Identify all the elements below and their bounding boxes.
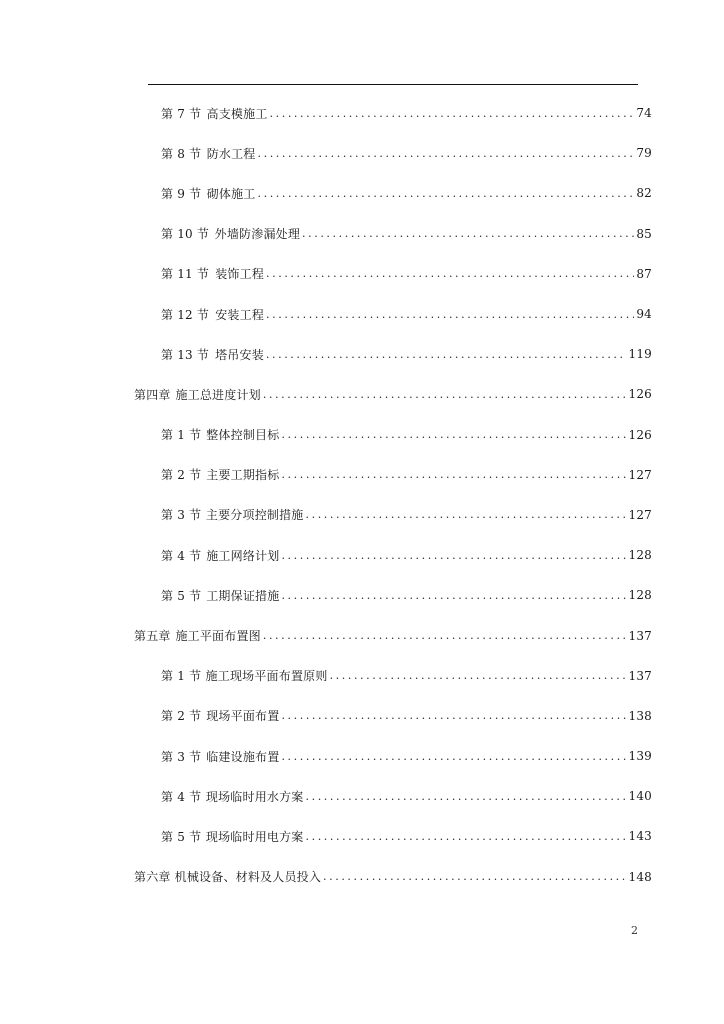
toc-chapter-entry[interactable] xyxy=(0,615,724,655)
toc-entry-title: 施工现场平面布置原则 xyxy=(205,669,328,684)
toc-section-entry[interactable] xyxy=(0,415,724,455)
toc-entry-page: 126 xyxy=(628,387,652,402)
toc-dot-leader xyxy=(281,428,626,441)
toc-entry-page: 138 xyxy=(628,708,652,723)
toc-dot-leader xyxy=(281,549,626,562)
toc-dot-leader xyxy=(263,388,627,401)
toc-entry-title: 安装工程 xyxy=(215,307,265,322)
toc-entry-title: 主要分项控制措施 xyxy=(205,508,304,523)
toc-entry-number: 第 1 节 xyxy=(161,428,202,443)
toc-entry-page: 94 xyxy=(636,307,652,322)
toc-entry-line xyxy=(161,788,724,805)
toc-dot-leader xyxy=(330,669,627,682)
toc-entry-title: 机械设备、材料及人员投入 xyxy=(174,870,322,885)
toc-entry-page: 140 xyxy=(628,789,652,804)
toc-chapter-entry[interactable] xyxy=(0,374,724,414)
toc-entry-title: 工期保证措施 xyxy=(206,588,280,603)
toc-section-entry[interactable] xyxy=(0,254,724,294)
toc-entry-page: 148 xyxy=(628,869,652,884)
toc-section-entry[interactable] xyxy=(0,776,724,816)
toc-dot-leader xyxy=(266,308,634,321)
toc-entry-line xyxy=(161,587,724,604)
toc-dot-leader xyxy=(323,870,626,883)
toc-dot-leader xyxy=(281,750,626,763)
toc-entry-title: 塔吊安装 xyxy=(215,347,264,362)
toc-section-entry[interactable] xyxy=(0,575,724,615)
toc-dot-leader xyxy=(281,709,626,722)
toc-entry-page: 127 xyxy=(628,467,652,482)
toc-section-entry[interactable] xyxy=(0,696,724,736)
toc-section-entry[interactable] xyxy=(0,294,724,334)
toc-entry-title: 施工平面布置图 xyxy=(175,629,261,644)
toc-entry-number: 第 10 节 xyxy=(161,227,210,242)
toc-entry-number: 第四章 xyxy=(134,387,171,402)
toc-entry-title: 砌体施工 xyxy=(206,186,256,201)
toc-dot-leader xyxy=(263,629,627,642)
toc-dot-leader xyxy=(266,267,634,280)
toc-entry-line xyxy=(161,145,724,162)
toc-entry-page: 119 xyxy=(628,347,652,362)
toc-entry-title: 主要工期指标 xyxy=(206,468,280,483)
toc-entry-number: 第 2 节 xyxy=(161,468,202,483)
toc-entry-line xyxy=(161,466,724,483)
toc-entry-number: 第 3 节 xyxy=(161,508,202,523)
toc-entry-number: 第 11 节 xyxy=(161,267,210,282)
toc-dot-leader xyxy=(306,508,627,521)
toc-entry-number: 第 4 节 xyxy=(161,548,202,563)
toc-entry-line xyxy=(161,105,724,122)
toc-entry-number: 第六章 xyxy=(134,870,171,885)
toc-entry-line xyxy=(161,346,724,363)
toc-entry-number: 第 3 节 xyxy=(161,749,202,764)
toc-entry-line xyxy=(161,426,724,443)
toc-entry-line xyxy=(161,306,724,323)
toc-dot-leader xyxy=(306,790,627,803)
toc-entry-line xyxy=(134,627,724,644)
toc-entry-line xyxy=(161,225,724,242)
toc-entry-title: 现场平面布置 xyxy=(206,709,280,724)
toc-entry-number: 第 12 节 xyxy=(161,307,210,322)
header-rule xyxy=(148,84,638,85)
toc-entry-line xyxy=(161,667,724,684)
toc-entry-page: 128 xyxy=(628,588,652,603)
toc-dot-leader xyxy=(302,227,634,240)
table-of-contents xyxy=(0,93,724,897)
toc-dot-leader xyxy=(258,187,635,200)
toc-entry-title: 现场临时用水方案 xyxy=(205,789,304,804)
toc-entry-number: 第 5 节 xyxy=(161,588,202,603)
toc-entry-page: 143 xyxy=(628,829,652,844)
toc-entry-title: 高支模施工 xyxy=(206,106,268,121)
toc-entry-page: 87 xyxy=(636,266,652,281)
toc-entry-page: 79 xyxy=(636,146,652,161)
toc-entry-line xyxy=(161,707,724,724)
toc-entry-title: 现场临时用电方案 xyxy=(205,829,304,844)
toc-entry-number: 第 7 节 xyxy=(161,106,202,121)
toc-entry-page: 74 xyxy=(636,106,652,121)
toc-entry-number: 第五章 xyxy=(134,629,171,644)
toc-section-entry[interactable] xyxy=(0,214,724,254)
toc-entry-title: 装饰工程 xyxy=(215,267,265,282)
toc-dot-leader xyxy=(270,107,635,120)
toc-entry-page: 85 xyxy=(636,226,652,241)
toc-entry-line xyxy=(161,828,724,845)
toc-entry-number: 第 5 节 xyxy=(161,829,202,844)
toc-entry-title: 外墙防渗漏处理 xyxy=(214,227,301,242)
toc-entry-page: 139 xyxy=(628,749,652,764)
toc-entry-number: 第 9 节 xyxy=(161,186,202,201)
toc-chapter-entry[interactable] xyxy=(0,857,724,897)
toc-section-entry[interactable] xyxy=(0,495,724,535)
toc-entry-page: 126 xyxy=(628,427,652,442)
toc-entry-title: 临建设施布置 xyxy=(206,749,280,764)
toc-entry-number: 第 1 节 xyxy=(161,669,202,684)
toc-entry-page: 128 xyxy=(628,548,652,563)
toc-entry-number: 第 4 节 xyxy=(161,789,202,804)
toc-entry-line xyxy=(161,547,724,564)
toc-entry-page: 82 xyxy=(636,186,652,201)
toc-section-entry[interactable] xyxy=(0,173,724,213)
toc-entry-line xyxy=(134,386,724,403)
toc-entry-title: 施工总进度计划 xyxy=(175,387,261,402)
toc-entry-line xyxy=(161,506,724,523)
toc-dot-leader xyxy=(258,147,635,160)
toc-dot-leader xyxy=(306,830,627,843)
toc-entry-line xyxy=(161,185,724,202)
toc-section-entry[interactable] xyxy=(0,133,724,173)
toc-section-entry[interactable] xyxy=(0,535,724,575)
toc-section-entry[interactable] xyxy=(0,455,724,495)
toc-entry-line xyxy=(134,868,724,885)
toc-entry-line xyxy=(161,748,724,765)
toc-section-entry[interactable] xyxy=(0,816,724,856)
toc-entry-page: 137 xyxy=(628,668,652,683)
toc-section-entry[interactable] xyxy=(0,334,724,374)
toc-entry-line xyxy=(161,265,724,282)
toc-entry-number: 第 13 节 xyxy=(161,347,210,362)
toc-entry-page: 127 xyxy=(628,507,652,522)
page-number: 2 xyxy=(631,924,638,937)
toc-entry-page: 137 xyxy=(628,628,652,643)
toc-entry-title: 防水工程 xyxy=(206,146,256,161)
toc-dot-leader xyxy=(266,348,627,361)
toc-entry-title: 整体控制目标 xyxy=(206,428,280,443)
toc-entry-number: 第 2 节 xyxy=(161,709,202,724)
toc-dot-leader xyxy=(281,589,626,602)
toc-section-entry[interactable] xyxy=(0,93,724,133)
toc-entry-title: 施工网络计划 xyxy=(206,548,280,563)
toc-section-entry[interactable] xyxy=(0,656,724,696)
toc-entry-number: 第 8 节 xyxy=(161,146,202,161)
toc-dot-leader xyxy=(281,468,626,481)
toc-section-entry[interactable] xyxy=(0,736,724,776)
